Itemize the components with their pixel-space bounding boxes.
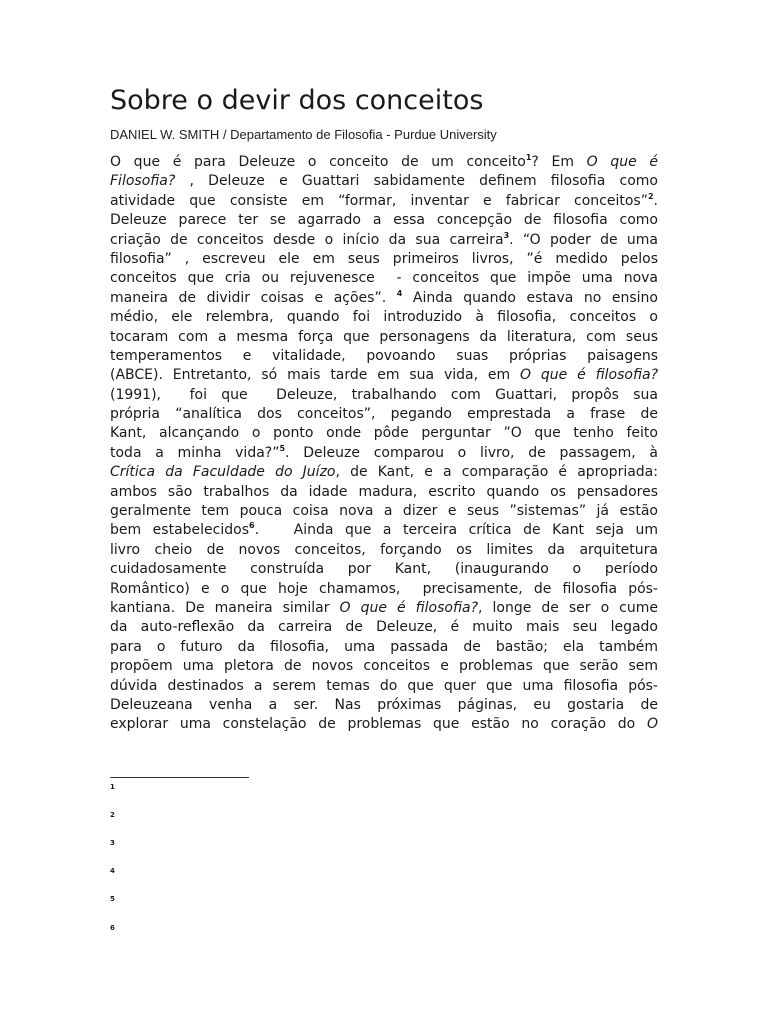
text-segment: Romântico) e o que hoje chamamos, precisamente, de filosofia pós- [110, 580, 658, 597]
italic-text: Filosofia? [110, 173, 176, 190]
text-segment: atividade que consiste em “formar, inventar e fabricar conceitos” [110, 192, 648, 209]
text-segment: ? Em [531, 154, 587, 170]
body-line [110, 618, 658, 637]
footnote-marker: 2 [110, 811, 115, 819]
text-segment: para o futuro da filosofia, uma passada de bastão; ela também [110, 638, 658, 655]
text-segment: médio, ele relembra, quando foi introduzido à filosofia, conceitos o [110, 309, 658, 326]
text-segment: cuidadosamente construída por Kant, (inaugurando o período [110, 561, 658, 578]
text-segment: . Deleuze comparou o livro, de passagem, à [285, 444, 658, 461]
footnote-marker: 5 [110, 895, 115, 903]
body-line [110, 560, 658, 579]
byline [110, 126, 497, 143]
text-segment: própria “analítica dos conceitos”, pegando emprestada a frase de [110, 406, 658, 423]
body-line [110, 715, 658, 734]
body-line [110, 308, 658, 327]
text-segment: Kant, alcançando o ponto onde pôde perguntar ”O que tenho feito [110, 425, 658, 442]
text-segment: explorar uma constelação de problemas que estão no coração do [110, 716, 647, 733]
text-segment: bem estabelecidos [110, 522, 249, 539]
body-line [110, 386, 658, 405]
text-segment: , de Kant, e a comparação é apropriada: [335, 464, 658, 481]
footnote-ref: 4 [396, 288, 403, 298]
body-line [110, 463, 658, 482]
text-segment: O que é para Deleuze o conceito de um conceito [110, 154, 526, 170]
body-line [110, 502, 658, 521]
body-line [110, 580, 658, 599]
body-line [110, 172, 658, 191]
body-line [110, 269, 658, 288]
body-line [110, 289, 658, 308]
author-affiliation: / Departamento de Filosofia - Purdue University [222, 127, 497, 142]
text-segment: , longe de ser o cume [478, 599, 658, 616]
text-segment: conceitos que cria ou rejuvenesce - conceitos que impõe uma nova [110, 270, 658, 287]
text-segment: temperamentos e vitalidade, povoando suas próprias paisagens [110, 347, 658, 364]
body-text [110, 153, 658, 735]
author-name: DANIEL W. SMITH [110, 127, 220, 142]
text-segment: criação de conceitos desde o início da sua carreira [110, 231, 504, 248]
text-segment: . [653, 192, 658, 209]
body-line [110, 328, 658, 347]
text-segment: tocaram com a mesma força que personagens da literatura, com seus [110, 328, 658, 345]
body-line [110, 638, 658, 657]
text-segment: , Deleuze e Guattari sabidamente definem filosofia como [175, 173, 658, 190]
body-line [110, 677, 658, 696]
text-segment: geralmente tem pouca coisa nova a dizer e seus ”sistemas” já estão [110, 503, 658, 520]
body-line [110, 483, 658, 502]
document-title: Sobre o devir dos conceitos [110, 85, 484, 116]
footnote-ref: 3 [503, 230, 510, 240]
body-line [110, 347, 658, 366]
text-segment: ambos são trabalhos da idade madura, escrito quando os pensadores [110, 483, 658, 500]
footnote-ref: 6 [248, 521, 255, 531]
italic-text: O que é filosofia? [520, 367, 658, 384]
italic-text: O que é filosofia? [339, 599, 479, 616]
body-line [110, 599, 658, 618]
body-line [110, 657, 658, 676]
body-line [110, 250, 658, 269]
text-segment: Deleuzeana venha a ser. Nas próximas páginas, eu gostaria de [110, 696, 658, 713]
text-segment: propõem uma pletora de novos conceitos e problemas que serão sem [110, 658, 658, 675]
body-line [110, 153, 658, 172]
body-line [110, 366, 658, 385]
body-line [110, 696, 658, 715]
text-segment: kantiana. De maneira similar [110, 599, 340, 616]
footnote-ref: 5 [279, 443, 286, 453]
text-segment: Ainda quando estava no ensino [402, 289, 658, 306]
body-line [110, 405, 658, 424]
footnote-marker: 4 [110, 867, 115, 875]
italic-text: Crítica da Faculdade do Juízo [110, 464, 336, 481]
text-segment: (1991), foi que Deleuze, trabalhando com Guattari, propôs sua [110, 386, 658, 403]
body-line [110, 192, 658, 211]
footnote-marker: 3 [110, 839, 115, 847]
body-line [110, 211, 658, 230]
body-line [110, 424, 658, 443]
body-line [110, 521, 658, 540]
text-segment: . “O poder de uma [509, 231, 658, 248]
italic-text: O que é [586, 154, 658, 170]
text-segment: maneira de dividir coisas e ações”. [110, 289, 397, 306]
footnote-ref: 2 [647, 191, 654, 201]
text-segment: livro cheio de novos conceitos, forçando os limites da arquitetura [110, 541, 658, 558]
body-line [110, 541, 658, 560]
text-segment: (ABCE). Entretanto, só mais tarde em sua vida, em [110, 367, 521, 384]
body-line [110, 231, 658, 250]
footnote-marker: 6 [110, 924, 115, 932]
text-segment: da auto-reflexão da carreira de Deleuze, é muito mais seu legado [110, 619, 658, 636]
footnote-separator [110, 777, 249, 778]
body-line [110, 444, 658, 463]
italic-text: O [646, 716, 658, 733]
text-segment: dúvida destinados a serem temas do que quer que uma filosofia pós- [110, 677, 658, 694]
footnote-ref: 1 [525, 153, 532, 162]
text-segment: . Ainda que a terceira crítica de Kant seja um [254, 522, 658, 539]
text-segment: Deleuze parece ter se agarrado a essa concepção de filosofia como [110, 212, 658, 229]
text-segment: filosofia” , escreveu ele em seus primeiros livros, ”é medido pelos [110, 250, 658, 267]
footnote-marker: 1 [110, 783, 115, 791]
text-segment: toda a minha vida?” [110, 444, 280, 461]
